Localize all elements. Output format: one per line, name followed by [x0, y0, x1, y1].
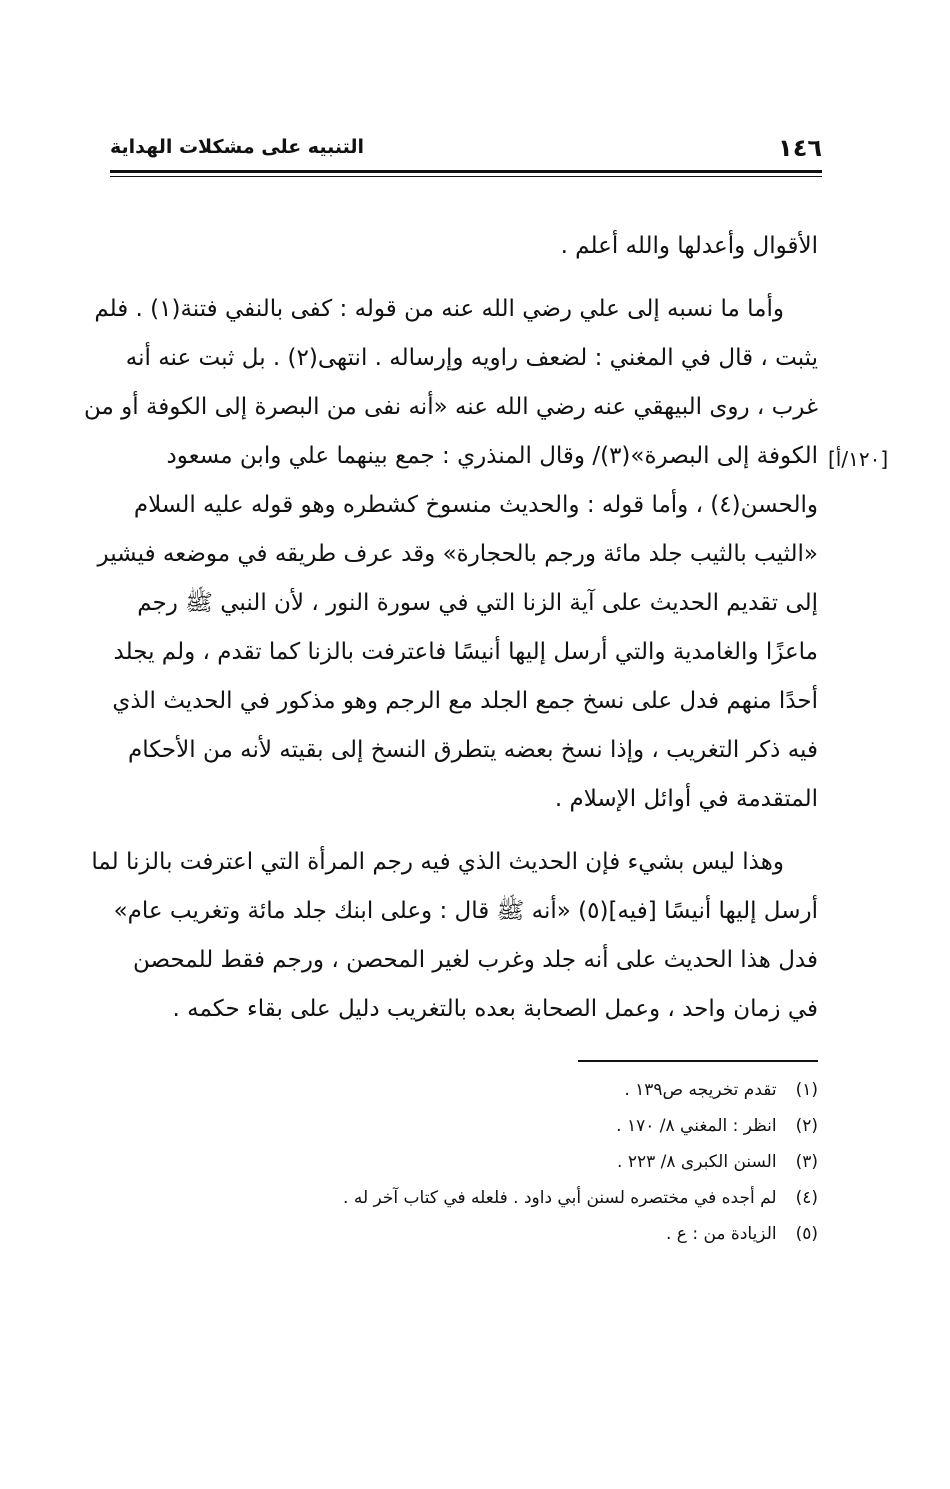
text-line: المتقدمة في أوائل الإسلام .: [554, 786, 818, 812]
footnote: [110, 1180, 818, 1216]
text-line: فدل هذا الحديث على أنه جلد وغرب لغير المحصن ، ورجم فقط للمحصن: [133, 947, 818, 973]
header-rule: [110, 170, 822, 173]
footnote: [110, 1216, 818, 1252]
footnote-number: (٤): [795, 1188, 818, 1208]
footnote-text: الزيادة من : ع .: [665, 1224, 777, 1244]
footnote-number: (٥): [795, 1224, 818, 1244]
text-line: والحسن(٤) ، وأما قوله : والحديث منسوخ كشطره وهو قوله عليه السلام: [133, 492, 818, 518]
text-line: وأما ما نسبه إلى علي رضي الله عنه من قوله : كفى بالنفي فتنة(١) . فلم: [94, 296, 784, 322]
header-rule-thin: [110, 176, 822, 177]
text-line: الأقوال وأعدلها والله أعلم .: [560, 233, 818, 259]
footnote-text: لم أجده في مختصره لسنن أبي داود . فلعله في كتاب آخر له .: [343, 1188, 777, 1208]
footnote-text: السنن الكبرى ٨/ ٢٢٣ .: [617, 1152, 777, 1172]
footnote-number: (١): [795, 1080, 818, 1100]
text-line: «الثيب بالثيب جلد مائة ورجم بالحجارة» وقد عرف طريقه في موضعه فيشير: [97, 541, 818, 567]
footnote: [110, 1072, 818, 1108]
footnote-text: انظر : المغني ٨/ ١٧٠ .: [616, 1116, 777, 1136]
folio-margin-note: [١٢٠/أ]: [828, 447, 889, 471]
footnote-separator: [578, 1060, 818, 1062]
text-line: غرب ، روى البيهقي عنه رضي الله عنه «أنه نفى من البصرة إلى الكوفة أو من: [84, 394, 818, 420]
text-line: في زمان واحد ، وعمل الصحابة بعده بالتغريب دليل على بقاء حكمه .: [172, 996, 818, 1022]
text-line: الكوفة إلى البصرة»(٣)/ وقال المنذري : جمع بينهما علي وابن مسعود: [166, 443, 818, 469]
footnote: [110, 1144, 818, 1180]
text-line: فيه ذكر التغريب ، وإذا نسخ بعضه يتطرق النسخ إلى بقيته لأنه من الأحكام: [127, 737, 818, 763]
text-line: أحدًا منهم فدل على نسخ جمع الجلد مع الرجم وهو مذكور في الحديث الذي: [112, 688, 818, 714]
running-header: [110, 128, 822, 168]
footnotes: [110, 1072, 818, 1252]
text-line: يثبت ، قال في المغني : لضعف راويه وإرساله . انتهى(٢) . بل ثبت عنه أنه: [125, 345, 818, 371]
text-line: إلى تقديم الحديث على آية الزنا التي في سورة النور ، لأن النبي ﷺ رجم: [137, 590, 818, 616]
footnote-number: (٢): [795, 1116, 818, 1136]
page-number: ١٤٦: [778, 134, 822, 162]
footnote-number: (٣): [795, 1152, 818, 1172]
running-title: التنبيه على مشكلات الهداية: [110, 136, 364, 158]
text-line: وهذا ليس بشيء فإن الحديث الذي فيه رجم المرأة التي اعترفت بالزنا لما: [91, 849, 784, 875]
text-line: أرسل إليها أنيسًا [فيه](٥) «أنه ﷺ قال : وعلى ابنك جلد مائة وتغريب عام»: [113, 898, 818, 924]
body-text: [84, 222, 818, 1034]
footnote-text: تقدم تخريجه ص١٣٩ .: [624, 1080, 777, 1100]
text-line: ماعزًا والغامدية والتي أرسل إليها أنيسًا فاعترفت بالزنا كما تقدم ، ولم يجلد: [113, 639, 818, 665]
footnote: [110, 1108, 818, 1144]
